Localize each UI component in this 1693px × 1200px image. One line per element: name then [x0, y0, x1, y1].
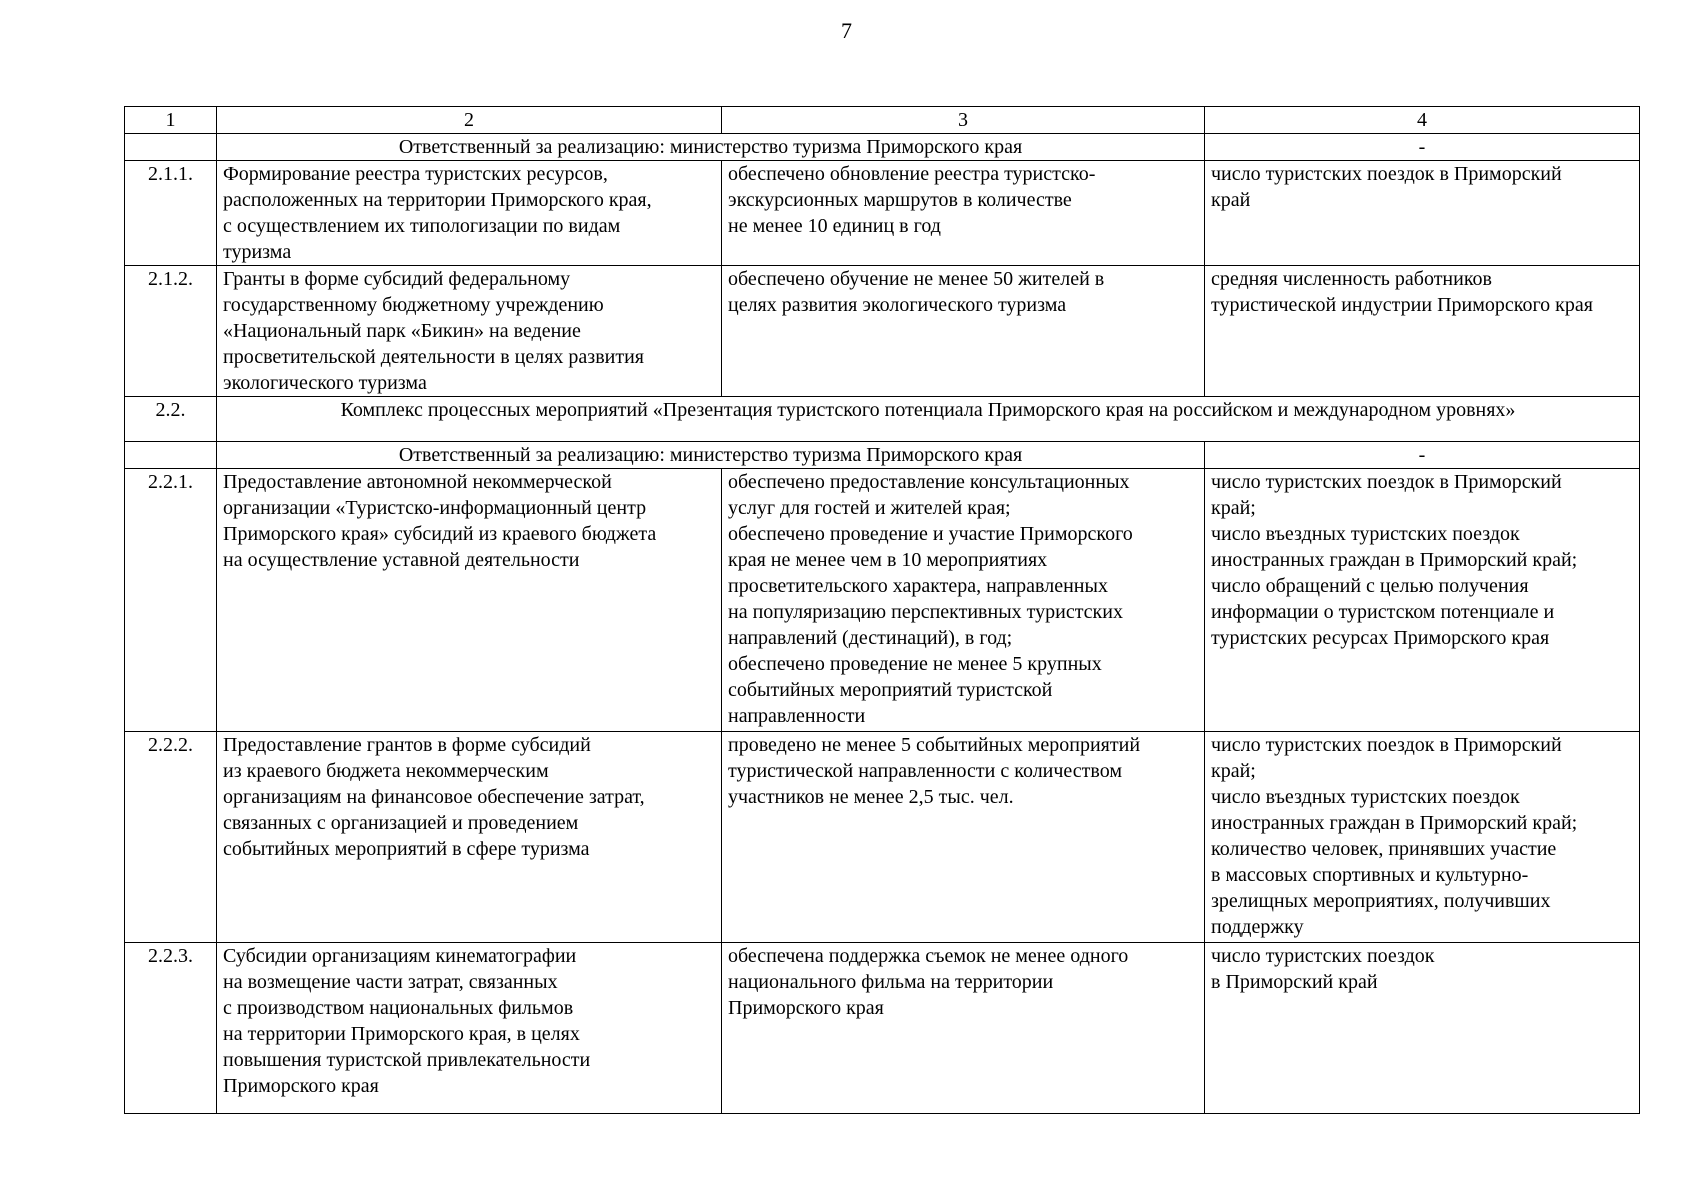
table-row [125, 943, 1640, 1114]
measure-indicator: число туристских поездок в Приморский край; число въездных туристских поездок иностранных граждан в Приморский край; число обращений с целью получения информации о туристском потенциале и туристских ресурсах Приморского края [1205, 469, 1640, 732]
header-col-3: 3 [722, 107, 1205, 134]
measure-name: Формирование реестра туристских ресурсов, расположенных на территории Приморского края, с осуществлением их типологизации по видам туризма [217, 161, 722, 266]
measure-indicator: число туристских поездок в Приморский край [1205, 161, 1640, 266]
page-number: 7 [841, 18, 852, 43]
measure-result: проведено не менее 5 событийных мероприятий туристической направленности с количеством участников не менее 2,5 тыс. чел. [722, 732, 1205, 943]
measure-name: Субсидии организациям кинематографии на возмещение части затрат, связанных с производством национальных фильмов на территории Приморского края, в целях повышения туристской привлекательности Приморского края [217, 943, 722, 1114]
responsible-row [125, 134, 1640, 161]
row-number: 2.1.1. [125, 161, 217, 266]
measure-result: обеспечена поддержка съемок не менее одного национального фильма на территории Приморского края [722, 943, 1205, 1114]
responsible-text: Ответственный за реализацию: министерство туризма Приморского края [217, 442, 1205, 469]
row-number: 2.2.1. [125, 469, 217, 732]
section-number: 2.2. [125, 397, 217, 442]
row-number: 2.1.2. [125, 266, 217, 397]
measure-name: Предоставление автономной некоммерческой организации «Туристско-информационный центр Приморского края» субсидий из краевого бюджета на осуществление уставной деятельности [217, 469, 722, 732]
row-number: 2.2.2. [125, 732, 217, 943]
measure-result: обеспечено обучение не менее 50 жителей в целях развития экологического туризма [722, 266, 1205, 397]
header-col-1: 1 [125, 107, 217, 134]
measure-indicator: средняя численность работников туристической индустрии Приморского края [1205, 266, 1640, 397]
measure-indicator: число туристских поездок в Приморский край; число въездных туристских поездок иностранных граждан в Приморский край; количество человек, принявших участие в массовых спортивных и культурно- зрелищных мероприятиях, получивших поддержку [1205, 732, 1640, 943]
empty-cell [125, 442, 217, 469]
measure-result: обеспечено предоставление консультационных услуг для гостей и жителей края; обеспечено проведение и участие Приморского края не менее чем в 10 мероприятиях просветительского характера, направленных на популяризацию перспективных туристских направлений (дестинаций), в год; обеспечено проведение не менее 5 крупных событийных мероприятий туристской направленности [722, 469, 1205, 732]
measure-name: Предоставление грантов в форме субсидий из краевого бюджета некоммерческим организациям на финансовое обеспечение затрат, связанных с организацией и проведением событийных мероприятий в сфере туризма [217, 732, 722, 943]
responsible-indicator: - [1205, 442, 1640, 469]
table-row [125, 266, 1640, 397]
table-row [125, 469, 1640, 732]
measure-name: Гранты в форме субсидий федеральному государственному бюджетному учреждению «Национальный парк «Бикин» на ведение просветительской деятельности в целях развития экологического туризма [217, 266, 722, 397]
section-row [125, 397, 1640, 442]
empty-cell [125, 134, 217, 161]
responsible-text: Ответственный за реализацию: министерство туризма Приморского края [217, 134, 1205, 161]
header-col-4: 4 [1205, 107, 1640, 134]
table-row [125, 161, 1640, 266]
section-title: Комплекс процессных мероприятий «Презентация туристского потенциала Приморского края на российском и международном уровнях» [217, 397, 1640, 442]
row-number: 2.2.3. [125, 943, 217, 1114]
measures-table [124, 106, 1640, 1114]
measure-result: обеспечено обновление реестра туристско- экскурсионных маршрутов в количестве не менее 10 единиц в год [722, 161, 1205, 266]
measure-indicator: число туристских поездок в Приморский край [1205, 943, 1640, 1114]
responsible-row [125, 442, 1640, 469]
table-row [125, 732, 1640, 943]
header-col-2: 2 [217, 107, 722, 134]
table-header-row [125, 107, 1640, 134]
responsible-indicator: - [1205, 134, 1640, 161]
